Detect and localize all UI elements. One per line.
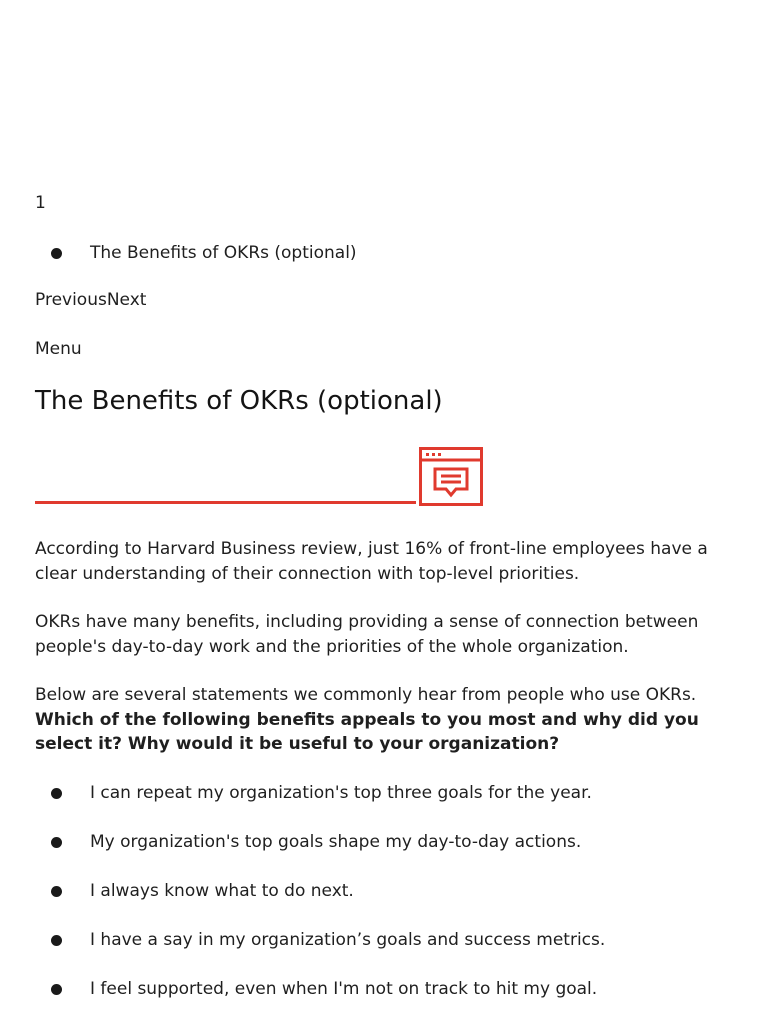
statement-text: I always know what to do next. bbox=[90, 881, 354, 901]
intro-paragraph: According to Harvard Business review, just 16% of front-line employees have a clear understanding of their connection with top-level priorities. bbox=[35, 539, 708, 584]
outline-item[interactable] bbox=[35, 241, 357, 265]
statement-list bbox=[35, 781, 605, 1026]
statement-item bbox=[35, 977, 605, 1001]
bullet-icon bbox=[51, 886, 62, 897]
question-prompt: Which of the following benefits appeals to you most and why did you select it? Why would it be useful to your organization? bbox=[35, 709, 699, 754]
statement-text: I feel supported, even when I'm not on track to hit my goal. bbox=[90, 979, 598, 999]
statement-text: My organization's top goals shape my day-to-day actions. bbox=[90, 832, 582, 852]
statement-text: I can repeat my organization's top three goals for the year. bbox=[90, 783, 592, 803]
title-underline bbox=[35, 501, 416, 504]
question-paragraph bbox=[35, 683, 735, 757]
statement-text: I have a say in my organization’s goals and success metrics. bbox=[90, 930, 606, 950]
bullet-icon bbox=[51, 837, 62, 848]
menu-link[interactable]: Menu bbox=[35, 339, 82, 359]
browser-window-chat-icon bbox=[419, 447, 483, 507]
statement-item bbox=[35, 781, 605, 805]
outline-item-label: The Benefits of OKRs (optional) bbox=[90, 243, 357, 263]
lesson-outline bbox=[35, 241, 357, 265]
bullet-icon bbox=[51, 248, 62, 259]
bullet-icon bbox=[51, 984, 62, 995]
benefits-paragraph: OKRs have many benefits, including providing a sense of connection between people's day-to-day work and the priorities of the whole organization. bbox=[35, 612, 699, 657]
page-number: 1 bbox=[35, 193, 46, 213]
question-lead: Below are several statements we commonly hear from people who use OKRs. bbox=[35, 685, 697, 705]
bullet-icon bbox=[51, 788, 62, 799]
next-link[interactable]: Next bbox=[106, 290, 147, 310]
statement-item bbox=[35, 830, 605, 854]
page-title: The Benefits of OKRs (optional) bbox=[35, 386, 443, 416]
bullet-icon bbox=[51, 935, 62, 946]
statement-item bbox=[35, 928, 605, 952]
statement-item bbox=[35, 879, 605, 903]
pager bbox=[35, 290, 146, 310]
previous-link[interactable]: Previous bbox=[35, 290, 107, 310]
